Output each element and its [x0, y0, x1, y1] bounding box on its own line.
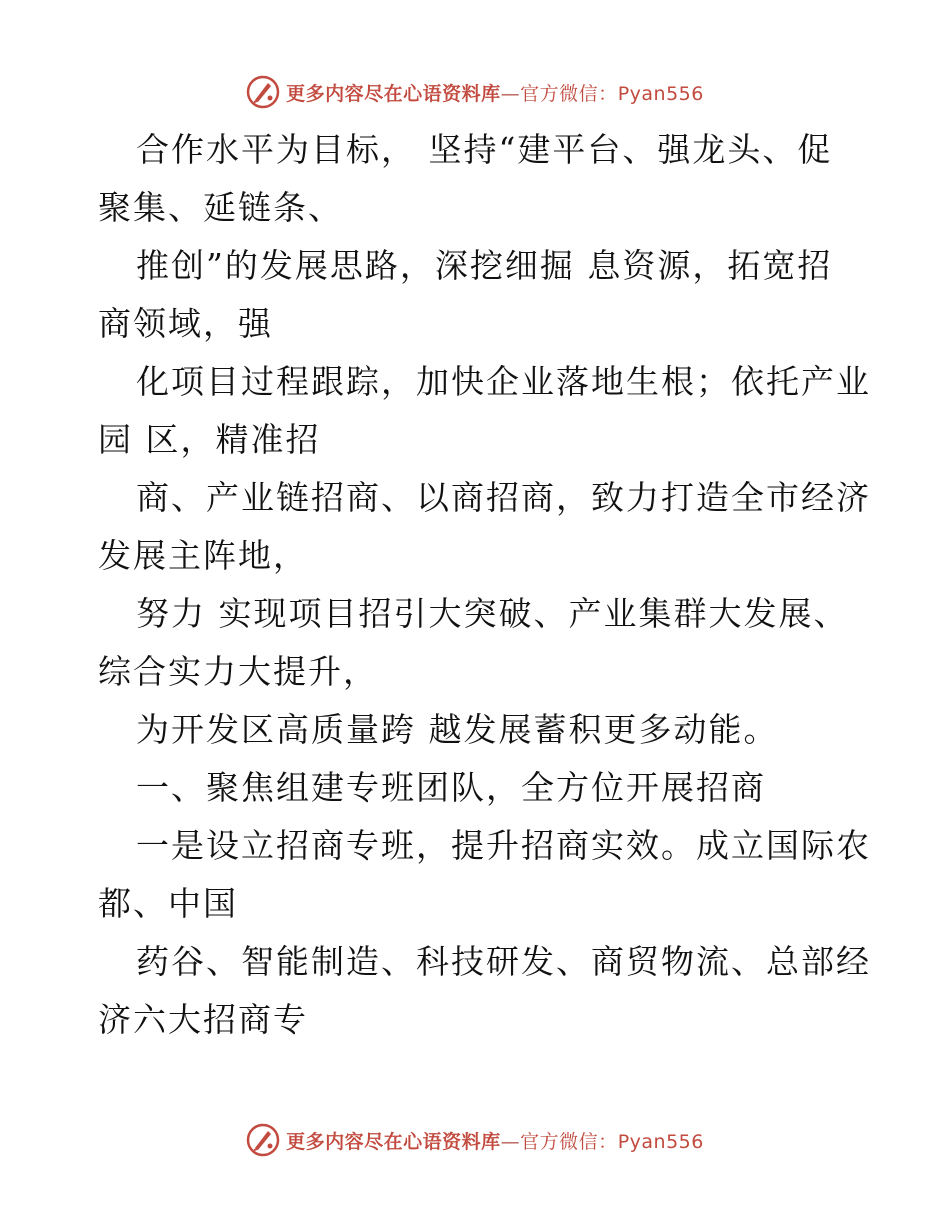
text-line: 努力 实现项目招引大突破、产业集群大发展、 — [136, 594, 849, 633]
header-dash: — — [500, 82, 521, 105]
text-line: 药谷、智能制造、科技研发、商贸物流、总部经 — [136, 942, 871, 981]
footer-banner-text — [286, 1127, 704, 1154]
text-line: 聚集、延链条、 — [98, 188, 343, 227]
text-line: 合作水平为目标， 坚持“建平台、强龙头、促 — [136, 130, 833, 169]
document-body — [98, 121, 871, 1049]
feather-pen-logo-icon — [246, 1123, 280, 1157]
header-banner-text — [286, 79, 704, 106]
text-line: 一、聚焦组建专班团队，全方位开展招商 — [136, 768, 766, 807]
text-line: 发展主阵地， — [98, 536, 308, 575]
header-site-name: 更多内容尽在心语资料库 — [286, 82, 501, 105]
header-contact-label: 官方微信： — [520, 82, 618, 105]
text-line: 园 区，精准招 — [98, 420, 321, 459]
footer-banner — [0, 1120, 950, 1160]
footer-contact-id: Pyan556 — [617, 1130, 704, 1153]
text-line: 化项目过程跟踪，加快企业落地生根；依托产业 — [136, 362, 871, 401]
footer-site-name: 更多内容尽在心语资料库 — [286, 1130, 501, 1153]
footer-contact-label: 官方微信： — [520, 1130, 618, 1153]
feather-pen-logo-icon — [246, 75, 280, 109]
text-line: 综合实力大提升， — [98, 652, 378, 691]
text-line: 为开发区高质量跨 越发展蓄积更多动能。 — [136, 710, 779, 749]
text-line: 推创”的发展思路，深挖细掘 息资源，拓宽招 — [136, 246, 833, 285]
text-line: 商领域，强 — [98, 304, 273, 343]
header-banner — [0, 72, 950, 112]
text-line: 一是设立招商专班，提升招商实效。成立国际农 — [136, 826, 871, 865]
text-line: 都、中国 — [98, 884, 238, 923]
text-line: 商、产业链招商、以商招商，致力打造全市经济 — [136, 478, 871, 517]
header-contact-id: Pyan556 — [617, 82, 704, 105]
text-line: 济六大招商专 — [98, 1000, 308, 1039]
footer-dash: — — [500, 1130, 521, 1153]
